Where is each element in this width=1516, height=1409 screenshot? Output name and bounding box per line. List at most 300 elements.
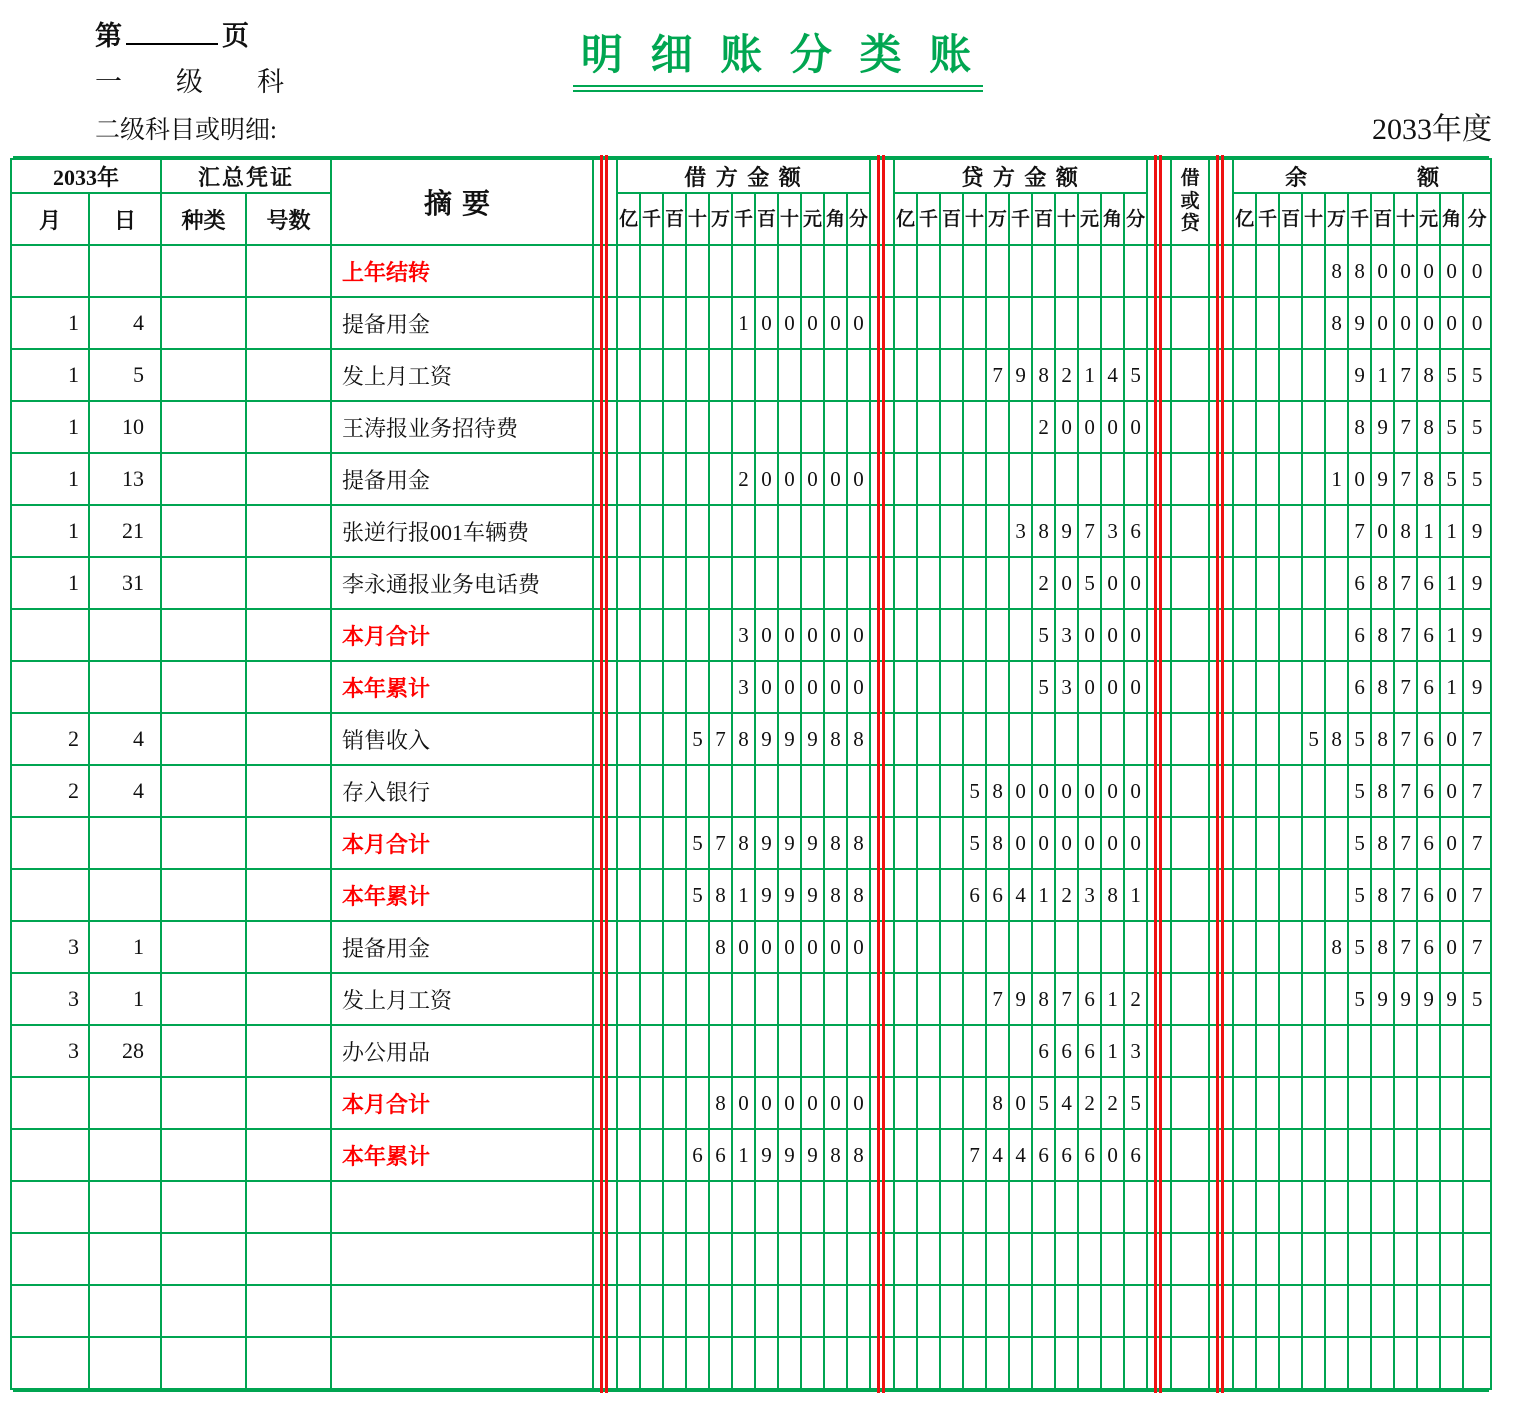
credit-digit (1032, 1233, 1055, 1285)
separator-cell (1209, 557, 1233, 609)
separator-column (870, 159, 894, 245)
debit-digit (640, 297, 663, 349)
credit-digit: 0 (1009, 765, 1032, 817)
credit-digit (940, 1337, 963, 1389)
separator-cell (1209, 349, 1233, 401)
credit-digit (940, 245, 963, 297)
cell-voucher-kind (161, 453, 246, 505)
credit-digit (917, 713, 940, 765)
debit-digit (686, 661, 709, 713)
credit-digit: 0 (1078, 765, 1101, 817)
debit-digit: 8 (824, 1129, 847, 1181)
credit-digit (894, 1337, 917, 1389)
credit-digit: 2 (1055, 349, 1078, 401)
debit-or-credit-header: 借或贷 (1171, 159, 1209, 245)
credit-digit: 1 (1101, 973, 1124, 1025)
credit-digit (917, 765, 940, 817)
credit-digit: 1 (1032, 869, 1055, 921)
balance-digit: 5 (1348, 869, 1371, 921)
ledger-title-text: 明 细 账 分 类 账 (573, 22, 983, 92)
balance-digit (1279, 713, 1302, 765)
balance-digit (1463, 1233, 1491, 1285)
credit-digit: 4 (1009, 869, 1032, 921)
cell-voucher-number (246, 349, 331, 401)
debit-digit (755, 349, 778, 401)
balance-digit: 6 (1417, 557, 1440, 609)
digit-unit-header: 分 (1124, 193, 1147, 245)
cell-voucher-number (246, 1285, 331, 1337)
debit-digit: 9 (778, 869, 801, 921)
balance-digit (1279, 453, 1302, 505)
balance-digit: 6 (1417, 817, 1440, 869)
debit-digit (617, 973, 640, 1025)
balance-digit (1233, 1077, 1256, 1129)
balance-digit (1233, 921, 1256, 973)
debit-digit (801, 1233, 824, 1285)
debit-digit: 9 (778, 713, 801, 765)
credit-digit: 5 (1078, 557, 1101, 609)
cell-voucher-kind (161, 245, 246, 297)
cell-voucher-number (246, 245, 331, 297)
balance-digit (1302, 1077, 1325, 1129)
credit-digit (917, 557, 940, 609)
debit-digit (640, 1285, 663, 1337)
credit-digit (894, 349, 917, 401)
debit-digit (640, 1129, 663, 1181)
credit-digit (1032, 921, 1055, 973)
balance-digit (1371, 1077, 1394, 1129)
cell-summary: 发上月工资 (331, 349, 593, 401)
balance-digit: 8 (1417, 401, 1440, 453)
balance-digit: 6 (1348, 609, 1371, 661)
debit-digit (663, 713, 686, 765)
cell-day: 31 (89, 557, 161, 609)
cell-debit-or-credit (1171, 505, 1209, 557)
credit-digit (963, 921, 986, 973)
debit-digit (709, 1285, 732, 1337)
level2-subject-label: 二级科目或明细: (95, 117, 277, 144)
balance-digit (1233, 401, 1256, 453)
debit-digit (640, 557, 663, 609)
balance-digit: 8 (1371, 765, 1394, 817)
debit-digit: 0 (778, 297, 801, 349)
credit-digit: 5 (1032, 661, 1055, 713)
debit-digit (617, 661, 640, 713)
balance-digit (1233, 505, 1256, 557)
cell-debit-or-credit (1171, 1077, 1209, 1129)
balance-digit (1302, 401, 1325, 453)
credit-digit (986, 505, 1009, 557)
separator-cell (593, 505, 617, 557)
balance-digit (1302, 297, 1325, 349)
debit-digit: 0 (824, 661, 847, 713)
credit-digit (894, 297, 917, 349)
ledger-row (11, 1337, 1491, 1389)
separator-cell (593, 869, 617, 921)
credit-digit (1009, 713, 1032, 765)
cell-voucher-number (246, 557, 331, 609)
credit-digit: 5 (1032, 1077, 1055, 1129)
debit-digit: 8 (824, 817, 847, 869)
cell-voucher-kind (161, 1233, 246, 1285)
balance-digit (1256, 1025, 1279, 1077)
credit-digit (1009, 245, 1032, 297)
debit-digit (824, 973, 847, 1025)
separator-cell (593, 557, 617, 609)
cell-day: 21 (89, 505, 161, 557)
credit-digit (940, 453, 963, 505)
cell-month (11, 1337, 89, 1389)
digit-unit-header: 千 (1009, 193, 1032, 245)
separator-cell (1209, 401, 1233, 453)
credit-digit (1124, 1285, 1147, 1337)
digit-unit-header: 元 (1417, 193, 1440, 245)
separator-cell (1147, 401, 1171, 453)
separator-cell (870, 1025, 894, 1077)
credit-digit (894, 453, 917, 505)
balance-digit (1371, 1285, 1394, 1337)
debit-digit (663, 817, 686, 869)
balance-digit (1233, 1337, 1256, 1389)
balance-digit: 1 (1440, 609, 1463, 661)
separator-cell (870, 609, 894, 661)
separator-column (1209, 159, 1233, 245)
debit-digit (686, 1233, 709, 1285)
day-header: 日 (89, 193, 161, 245)
credit-digit: 3 (1124, 1025, 1147, 1077)
credit-digit: 8 (1032, 349, 1055, 401)
balance-digit (1233, 1181, 1256, 1233)
credit-digit: 7 (1078, 505, 1101, 557)
debit-digit (617, 401, 640, 453)
digit-unit-header: 十 (686, 193, 709, 245)
cell-debit-or-credit (1171, 817, 1209, 869)
balance-digit: 7 (1394, 765, 1417, 817)
balance-digit: 9 (1371, 401, 1394, 453)
separator-cell (593, 453, 617, 505)
separator-cell (593, 1129, 617, 1181)
debit-digit (732, 401, 755, 453)
ledger-row (11, 661, 1491, 713)
credit-digit: 3 (1055, 661, 1078, 713)
separator-cell (593, 1181, 617, 1233)
credit-digit: 3 (1078, 869, 1101, 921)
cell-month (11, 609, 89, 661)
debit-digit: 2 (732, 453, 755, 505)
credit-digit (1078, 1285, 1101, 1337)
balance-digit (1325, 1337, 1348, 1389)
debit-digit (686, 505, 709, 557)
balance-digit: 7 (1348, 505, 1371, 557)
credit-digit (894, 1025, 917, 1077)
balance-digit (1233, 349, 1256, 401)
credit-digit (1055, 453, 1078, 505)
balance-digit (1325, 557, 1348, 609)
credit-digit (986, 297, 1009, 349)
credit-digit: 2 (1078, 1077, 1101, 1129)
cell-day: 5 (89, 349, 161, 401)
credit-digit: 1 (1078, 349, 1101, 401)
balance-digit (1233, 1025, 1256, 1077)
balance-digit (1256, 1233, 1279, 1285)
balance-digit: 8 (1371, 661, 1394, 713)
cell-summary: 办公用品 (331, 1025, 593, 1077)
balance-digit (1279, 297, 1302, 349)
cell-day: 1 (89, 921, 161, 973)
debit-digit (617, 1025, 640, 1077)
balance-digit (1256, 453, 1279, 505)
separator-cell (870, 869, 894, 921)
digit-unit-header: 十 (1055, 193, 1078, 245)
credit-digit: 2 (1055, 869, 1078, 921)
credit-digit (940, 1129, 963, 1181)
ledger-row (11, 973, 1491, 1025)
debit-digit (617, 297, 640, 349)
credit-digit (917, 1129, 940, 1181)
separator-cell (1209, 297, 1233, 349)
separator-cell (1209, 869, 1233, 921)
balance-digit (1440, 1285, 1463, 1337)
cell-voucher-kind (161, 661, 246, 713)
credit-digit: 0 (1055, 817, 1078, 869)
debit-digit: 0 (801, 921, 824, 973)
cell-day: 4 (89, 297, 161, 349)
separator-cell (870, 661, 894, 713)
credit-digit (1055, 1337, 1078, 1389)
debit-digit (801, 557, 824, 609)
balance-digit (1302, 1129, 1325, 1181)
debit-digit (663, 1129, 686, 1181)
cell-month: 1 (11, 505, 89, 557)
header-row-units (11, 193, 1491, 245)
separator-cell (870, 297, 894, 349)
ledger-row (11, 1025, 1491, 1077)
debit-digit (640, 453, 663, 505)
credit-digit (1009, 1337, 1032, 1389)
credit-digit: 0 (1078, 401, 1101, 453)
balance-digit (1279, 1233, 1302, 1285)
balance-digit (1302, 609, 1325, 661)
balance-digit (1325, 869, 1348, 921)
kind-header: 种类 (161, 193, 246, 245)
credit-digit (986, 609, 1009, 661)
cell-summary: 王涛报业务招待费 (331, 401, 593, 453)
cell-voucher-number (246, 765, 331, 817)
debit-digit: 0 (847, 297, 870, 349)
cell-summary (331, 1337, 593, 1389)
digit-unit-header: 百 (663, 193, 686, 245)
credit-digit: 8 (986, 765, 1009, 817)
debit-digit (801, 1285, 824, 1337)
credit-digit (917, 1285, 940, 1337)
debit-digit (663, 1181, 686, 1233)
digit-unit-header: 万 (709, 193, 732, 245)
balance-digit: 7 (1394, 661, 1417, 713)
balance-digit (1440, 1233, 1463, 1285)
balance-digit: 1 (1440, 557, 1463, 609)
balance-digit: 9 (1348, 349, 1371, 401)
ledger-row (11, 557, 1491, 609)
balance-digit (1394, 1025, 1417, 1077)
debit-digit (801, 1337, 824, 1389)
debit-digit (732, 557, 755, 609)
separator-cell (1147, 973, 1171, 1025)
balance-digit (1302, 921, 1325, 973)
separator-column (1147, 159, 1171, 245)
credit-digit (1009, 297, 1032, 349)
credit-digit: 4 (1055, 1077, 1078, 1129)
cell-summary: 本年累计 (331, 869, 593, 921)
debit-digit (640, 609, 663, 661)
balance-digit (1302, 973, 1325, 1025)
credit-digit: 2 (1032, 557, 1055, 609)
digit-unit-header: 十 (1302, 193, 1325, 245)
credit-digit (917, 453, 940, 505)
balance-digit (1279, 869, 1302, 921)
balance-digit: 9 (1417, 973, 1440, 1025)
balance-digit: 0 (1463, 245, 1491, 297)
credit-digit (963, 661, 986, 713)
separator-cell (870, 557, 894, 609)
credit-digit (1078, 713, 1101, 765)
balance-digit (1325, 401, 1348, 453)
digit-unit-header: 十 (963, 193, 986, 245)
credit-digit (963, 245, 986, 297)
separator-cell (593, 609, 617, 661)
cell-debit-or-credit (1171, 1285, 1209, 1337)
digit-unit-header: 角 (824, 193, 847, 245)
credit-digit: 9 (1055, 505, 1078, 557)
cell-debit-or-credit (1171, 349, 1209, 401)
ledger-row (11, 1181, 1491, 1233)
balance-digit (1302, 1025, 1325, 1077)
cell-debit-or-credit (1171, 557, 1209, 609)
cell-day (89, 869, 161, 921)
credit-digit (1078, 1337, 1101, 1389)
digit-unit-header: 分 (847, 193, 870, 245)
cell-voucher-kind (161, 973, 246, 1025)
digit-unit-header: 十 (778, 193, 801, 245)
balance-digit (1417, 1181, 1440, 1233)
debit-digit (824, 401, 847, 453)
debit-digit (847, 1285, 870, 1337)
debit-digit: 8 (824, 713, 847, 765)
credit-digit (940, 349, 963, 401)
cell-debit-or-credit (1171, 869, 1209, 921)
balance-digit: 7 (1394, 557, 1417, 609)
credit-digit (940, 661, 963, 713)
balance-digit (1348, 1337, 1371, 1389)
debit-digit: 7 (709, 713, 732, 765)
credit-digit (1009, 1181, 1032, 1233)
cell-month: 1 (11, 401, 89, 453)
debit-digit: 0 (847, 609, 870, 661)
balance-digit (1348, 1285, 1371, 1337)
balance-digit (1233, 661, 1256, 713)
balance-digit: 9 (1348, 297, 1371, 349)
balance-digit (1463, 1337, 1491, 1389)
debit-digit (847, 1233, 870, 1285)
credit-digit: 0 (1009, 1077, 1032, 1129)
debit-digit (778, 1025, 801, 1077)
cell-voucher-number (246, 817, 331, 869)
debit-digit (778, 349, 801, 401)
debit-digit (686, 1337, 709, 1389)
credit-digit (986, 1025, 1009, 1077)
debit-digit (686, 921, 709, 973)
credit-digit (1078, 1181, 1101, 1233)
balance-digit: 8 (1371, 557, 1394, 609)
credit-digit (940, 817, 963, 869)
debit-amount-header: 借 方 金 额 (617, 159, 870, 193)
separator-cell (1147, 1077, 1171, 1129)
ledger-row (11, 245, 1491, 297)
cell-day (89, 817, 161, 869)
cell-month (11, 1233, 89, 1285)
debit-digit (732, 1337, 755, 1389)
debit-digit (640, 1233, 663, 1285)
credit-digit (1101, 1337, 1124, 1389)
cell-voucher-number (246, 401, 331, 453)
debit-digit: 5 (686, 713, 709, 765)
debit-digit (709, 1181, 732, 1233)
digit-unit-header: 元 (1078, 193, 1101, 245)
credit-digit (1055, 245, 1078, 297)
balance-digit: 5 (1348, 765, 1371, 817)
cell-month: 1 (11, 453, 89, 505)
debit-digit (847, 505, 870, 557)
debit-digit (686, 1077, 709, 1129)
cell-voucher-number (246, 1181, 331, 1233)
credit-digit (1101, 921, 1124, 973)
debit-digit (663, 661, 686, 713)
credit-digit (1009, 1285, 1032, 1337)
credit-digit: 0 (1124, 401, 1147, 453)
separator-cell (870, 1129, 894, 1181)
page-suffix-label: 页 (222, 21, 249, 51)
balance-digit (1302, 557, 1325, 609)
separator-cell (870, 1233, 894, 1285)
balance-digit (1325, 1181, 1348, 1233)
balance-digit: 7 (1394, 869, 1417, 921)
cell-month: 1 (11, 297, 89, 349)
credit-digit (917, 349, 940, 401)
separator-cell (1209, 661, 1233, 713)
balance-digit: 0 (1440, 817, 1463, 869)
number-header: 号数 (246, 193, 331, 245)
balance-digit: 9 (1463, 505, 1491, 557)
credit-digit (894, 1181, 917, 1233)
digit-unit-header: 百 (1032, 193, 1055, 245)
balance-digit (1325, 973, 1348, 1025)
ledger-row (11, 609, 1491, 661)
debit-digit (709, 297, 732, 349)
debit-digit (686, 1181, 709, 1233)
balance-digit (1394, 1285, 1417, 1337)
balance-digit (1463, 1129, 1491, 1181)
debit-digit (617, 1129, 640, 1181)
ledger-row (11, 349, 1491, 401)
cell-voucher-kind (161, 1077, 246, 1129)
credit-digit (1009, 453, 1032, 505)
balance-digit (1256, 869, 1279, 921)
credit-digit (894, 505, 917, 557)
debit-digit (663, 401, 686, 453)
ledger-row (11, 817, 1491, 869)
credit-digit: 3 (1101, 505, 1124, 557)
balance-digit: 0 (1371, 297, 1394, 349)
balance-digit: 7 (1394, 609, 1417, 661)
